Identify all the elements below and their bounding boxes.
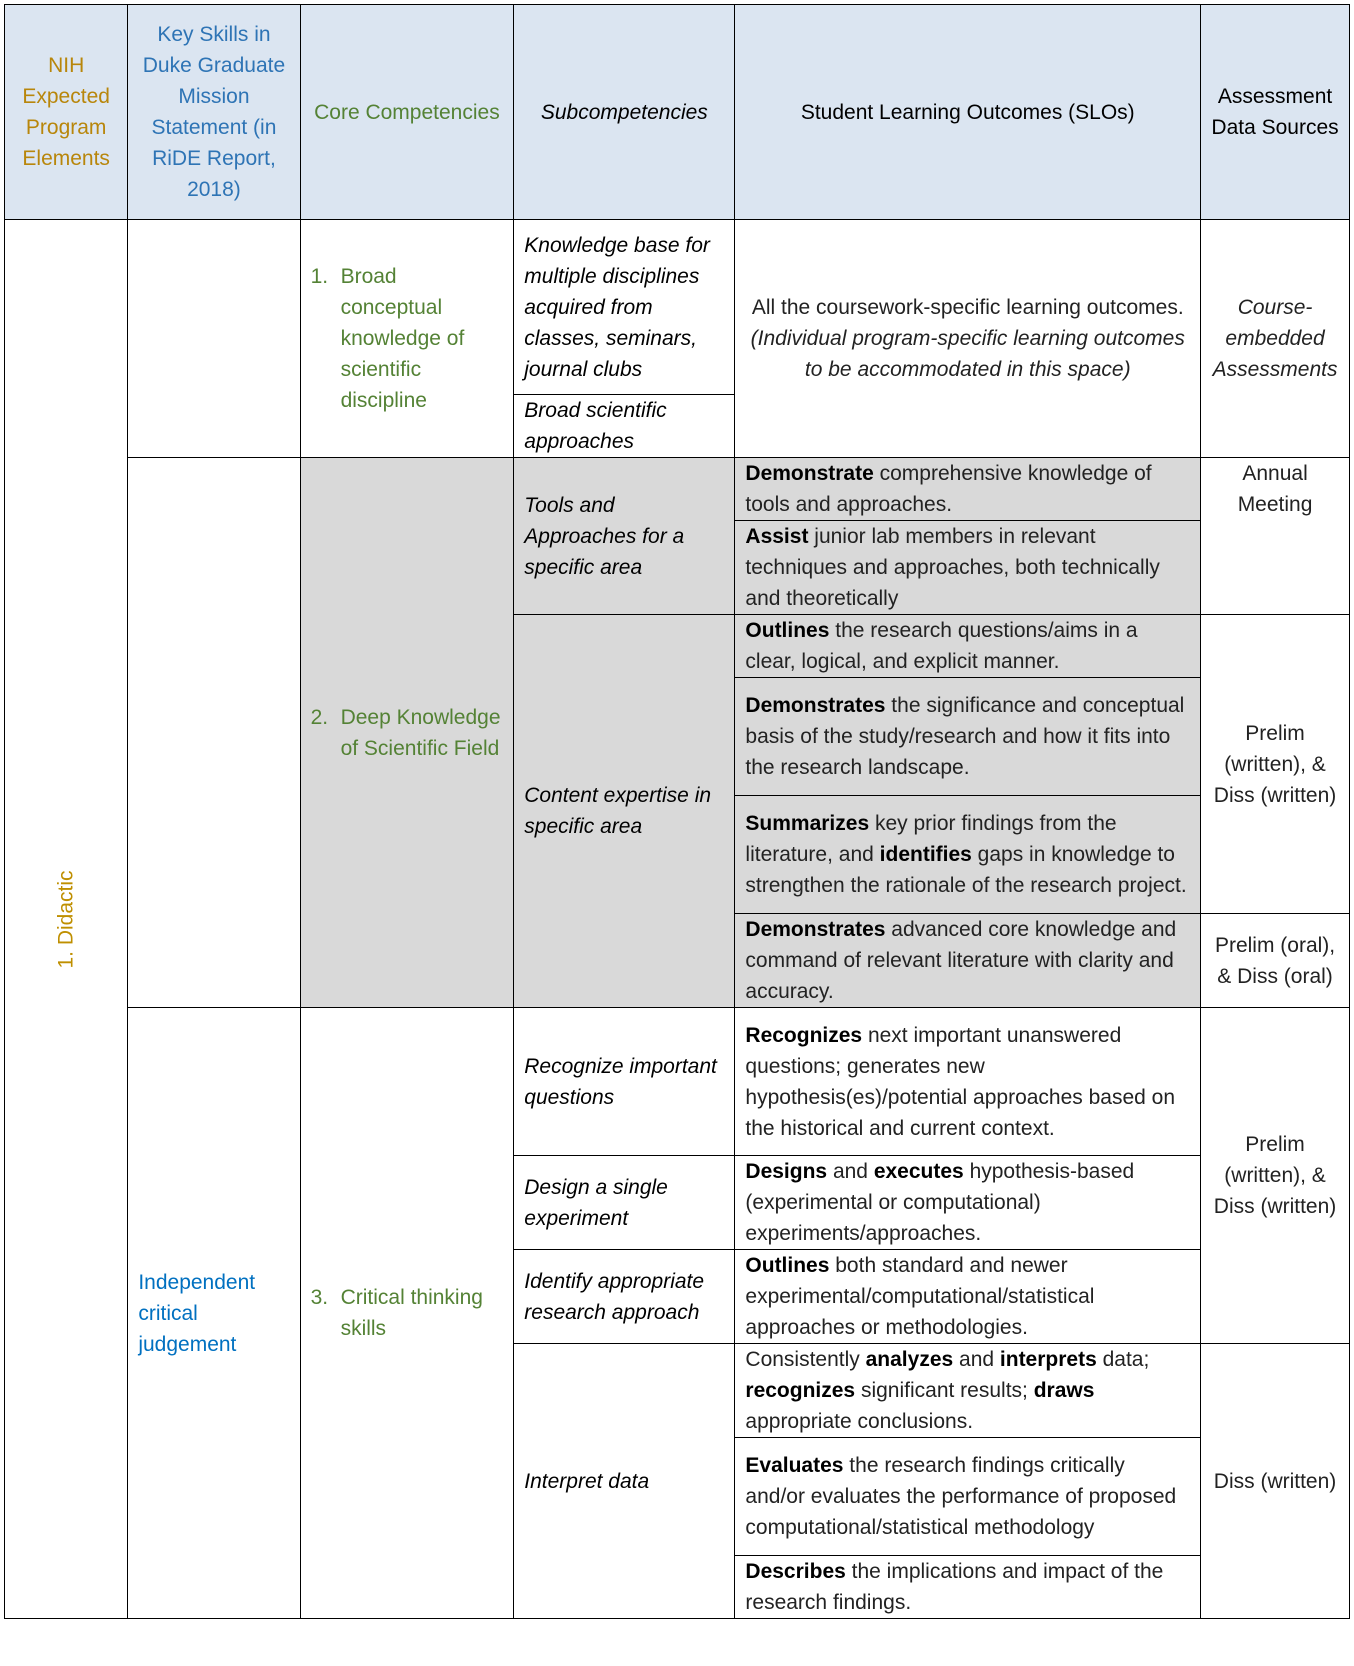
slo-7: Demonstrates advanced core knowledge and command of relevant literature with clarity and accuracy.	[735, 914, 1201, 1008]
competency-table	[4, 4, 1350, 1619]
table-row	[5, 458, 1350, 521]
header-key-skills: Key Skills in Duke Graduate Mission Statement (in RiDE Report, 2018)	[128, 5, 300, 220]
header-nih: NIH Expected Program Elements	[5, 5, 128, 220]
subcompetency-6: Design a single experiment	[514, 1156, 735, 1250]
key-skill-3: Independent critical judgement	[128, 1008, 300, 1619]
subcompetency-2: Broad scientific approaches	[514, 395, 735, 458]
slo-10: Outlines both standard and newer experimental/computational/statistical approaches or methodologies.	[735, 1250, 1201, 1344]
slo-9: Designs and executes hypothesis-based (experimental or computational) experiments/approaches.	[735, 1156, 1201, 1250]
source-2: Annual Meeting	[1201, 458, 1350, 615]
source-4: Prelim (oral), & Diss (oral)	[1201, 914, 1350, 1008]
header-core: Core Competencies	[300, 5, 514, 220]
competency-2: 2. Deep Knowledge of Scientific Field	[300, 458, 514, 1008]
header-slo: Student Learning Outcomes (SLOs)	[735, 5, 1201, 220]
key-skill-empty-1	[128, 220, 300, 458]
slo-13: Describes the implications and impact of the research findings.	[735, 1556, 1201, 1619]
subcompetency-4: Content expertise in specific area	[514, 615, 735, 1008]
slo-8: Recognizes next important unanswered questions; generates new hypothesis(es)/potential approaches based on the historical and current context.	[735, 1008, 1201, 1156]
program-element-label: 1. Didactic	[54, 869, 78, 969]
subcompetency-7: Identify appropriate research approach	[514, 1250, 735, 1344]
slo-2: Demonstrate comprehensive knowledge of tools and approaches.	[735, 458, 1201, 521]
subcompetency-8: Interpret data	[514, 1344, 735, 1619]
slo-4: Outlines the research questions/aims in a clear, logical, and explicit manner.	[735, 615, 1201, 678]
program-element-cell	[5, 220, 128, 1619]
source-3: Prelim (written), & Diss (written)	[1201, 615, 1350, 914]
source-5: Prelim (written), & Diss (written)	[1201, 1008, 1350, 1344]
slo-12: Evaluates the research findings critically and/or evaluates the performance of proposed computational/statistical methodology	[735, 1438, 1201, 1556]
slo-6: Summarizes key prior findings from the literature, and identifies gaps in knowledge to strengthen the rationale of the research project.	[735, 796, 1201, 914]
table-row	[5, 1008, 1350, 1156]
header-assessment: Assessment Data Sources	[1201, 5, 1350, 220]
slo-3: Assist junior lab members in relevant techniques and approaches, both technically and theoretically	[735, 521, 1201, 615]
competency-1: 1. Broad conceptual knowledge of scientific discipline	[300, 220, 514, 458]
source-1: Course-embedded Assessments	[1201, 220, 1350, 458]
table-row	[5, 220, 1350, 395]
key-skill-empty-2	[128, 458, 300, 1008]
header-row	[5, 5, 1350, 220]
slo-5: Demonstrates the significance and conceptual basis of the study/research and how it fits into the research landscape.	[735, 678, 1201, 796]
source-6: Diss (written)	[1201, 1344, 1350, 1619]
subcompetency-3: Tools and Approaches for a specific area	[514, 458, 735, 615]
competency-3: 3. Critical thinking skills	[300, 1008, 514, 1619]
subcompetency-1: Knowledge base for multiple disciplines acquired from classes, seminars, journal clubs	[514, 220, 735, 395]
subcompetency-5: Recognize important questions	[514, 1008, 735, 1156]
slo-1: All the coursework-specific learning outcomes. (Individual program-specific learning outcomes to be accommodated in this space)	[735, 220, 1201, 458]
header-subcompetencies: Subcompetencies	[514, 5, 735, 220]
slo-11: Consistently analyzes and interprets data; recognizes significant results; draws appropriate conclusions.	[735, 1344, 1201, 1438]
